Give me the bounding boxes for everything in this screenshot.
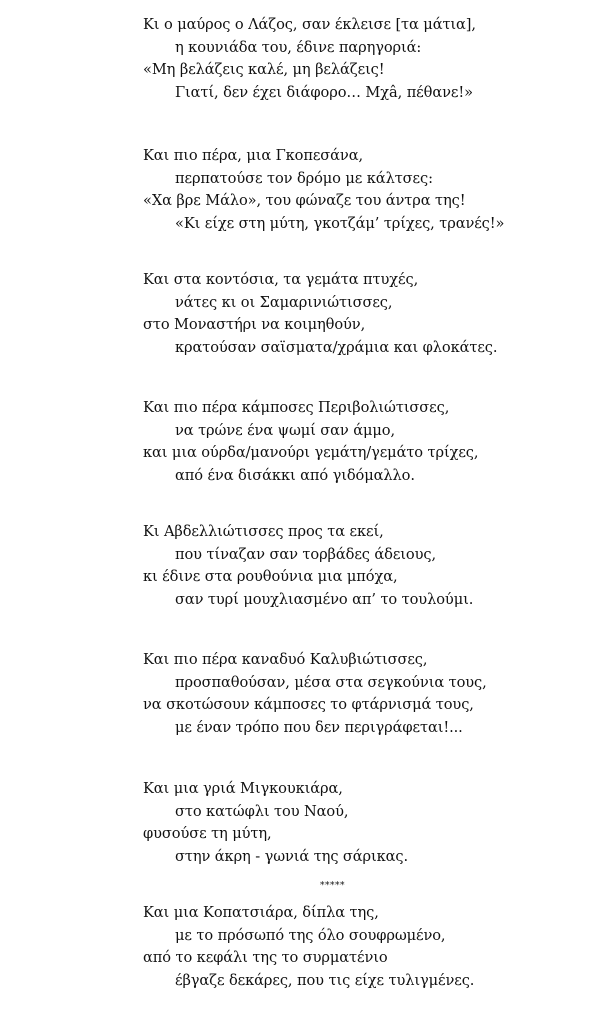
verse-line: με το πρόσωπό της όλο σουφρωμένο, xyxy=(175,926,446,944)
stanza-6 xyxy=(143,649,603,739)
verse-line: «Μη βελάζεις καλέ, μη βελάζεις! xyxy=(143,61,385,78)
stanza-5 xyxy=(143,521,603,611)
verse-line: Και πιο πέρα καναδυό Καλυβιώτισσες, xyxy=(143,651,428,668)
stanza-3 xyxy=(143,269,603,359)
verse-line: η κουνιάδα του, έδινε παρηγοριά: xyxy=(175,38,422,56)
verse-line: Γιατί, δεν έχει διάφορο… Μχâ, πέθανε!» xyxy=(175,83,473,101)
verse-line: νάτες κι οι Σαμαρινιώτισσες, xyxy=(175,293,393,311)
verse-line: περπατούσε τον δρόμο με κάλτσες: xyxy=(175,169,433,187)
verse-line: να σκοτώσουν κάμποσες το φτάρνισμά τους, xyxy=(143,696,474,713)
verse-line: από ένα δισάκκι από γιδόμαλλο. xyxy=(175,466,415,484)
verse-line: να τρώνε ένα ψωμί σαν άμμο, xyxy=(175,421,395,439)
verse-line: στο κατώφλι του Ναού, xyxy=(175,802,349,820)
verse-line: και μια ούρδα/μανούρι γεμάτη/γεμάτο τρίχες, xyxy=(143,444,479,461)
verse-line: Και μια γριά Μιγκουκιάρα, xyxy=(143,780,343,797)
verse-line: Και μια Κοπατσιάρα, δίπλα της, xyxy=(143,904,379,921)
verse-line: φυσούσε τη μύτη, xyxy=(143,825,272,842)
verse-line: στο Μοναστήρι να κοιμηθούν, xyxy=(143,316,366,333)
verse-line: που τίναζαν σαν τορβάδες άδειους, xyxy=(175,545,436,563)
verse-line: έβγαζε δεκάρες, που τις είχε τυλιγμένες. xyxy=(175,971,475,989)
verse-line: με έναν τρόπο που δεν περιγράφεται!... xyxy=(175,718,463,736)
stanza-2 xyxy=(143,145,603,235)
verse-line: Κι Αβδελλιώτισσες προς τα εκεί, xyxy=(143,523,384,540)
verse-line: από το κεφάλι της το συρματένιο xyxy=(143,949,388,966)
stanza-4 xyxy=(143,397,603,487)
stanza-separator: ***** xyxy=(320,881,345,891)
verse-line: κρατούσαν σαϊσματα/χράμια και φλοκάτες. xyxy=(175,338,498,356)
stanza-8 xyxy=(143,902,603,992)
verse-line: στην άκρη - γωνιά της σάρικας. xyxy=(175,847,409,865)
verse-line: Και στα κοντόσια, τα γεμάτα πτυχές, xyxy=(143,271,419,288)
verse-line: «Χα βρε Μάλο», του φώναζε του άντρα της! xyxy=(143,192,466,209)
verse-line: Και πιο πέρα κάμποσες Περιβολιώτισσες, xyxy=(143,399,450,416)
verse-line: Κι ο μαύρος ο Λάζος, σαν έκλεισε [τα μάτια], xyxy=(143,16,476,33)
verse-line: «Κι είχε στη μύτη, γκοτζάμ’ τρίχες, τρανές!» xyxy=(175,214,505,232)
verse-line: Και πιο πέρα, μια Γκοπεσάνα, xyxy=(143,147,363,164)
verse-line: προσπαθούσαν, μέσα στα σεγκούνια τους, xyxy=(175,673,487,691)
stanza-1 xyxy=(143,14,603,104)
stanza-7 xyxy=(143,778,603,868)
verse-line: κι έδινε στα ρουθούνια μια μπόχα, xyxy=(143,568,398,585)
verse-line: σαν τυρί μουχλιασμένο απ’ το τουλούμι. xyxy=(175,590,474,608)
